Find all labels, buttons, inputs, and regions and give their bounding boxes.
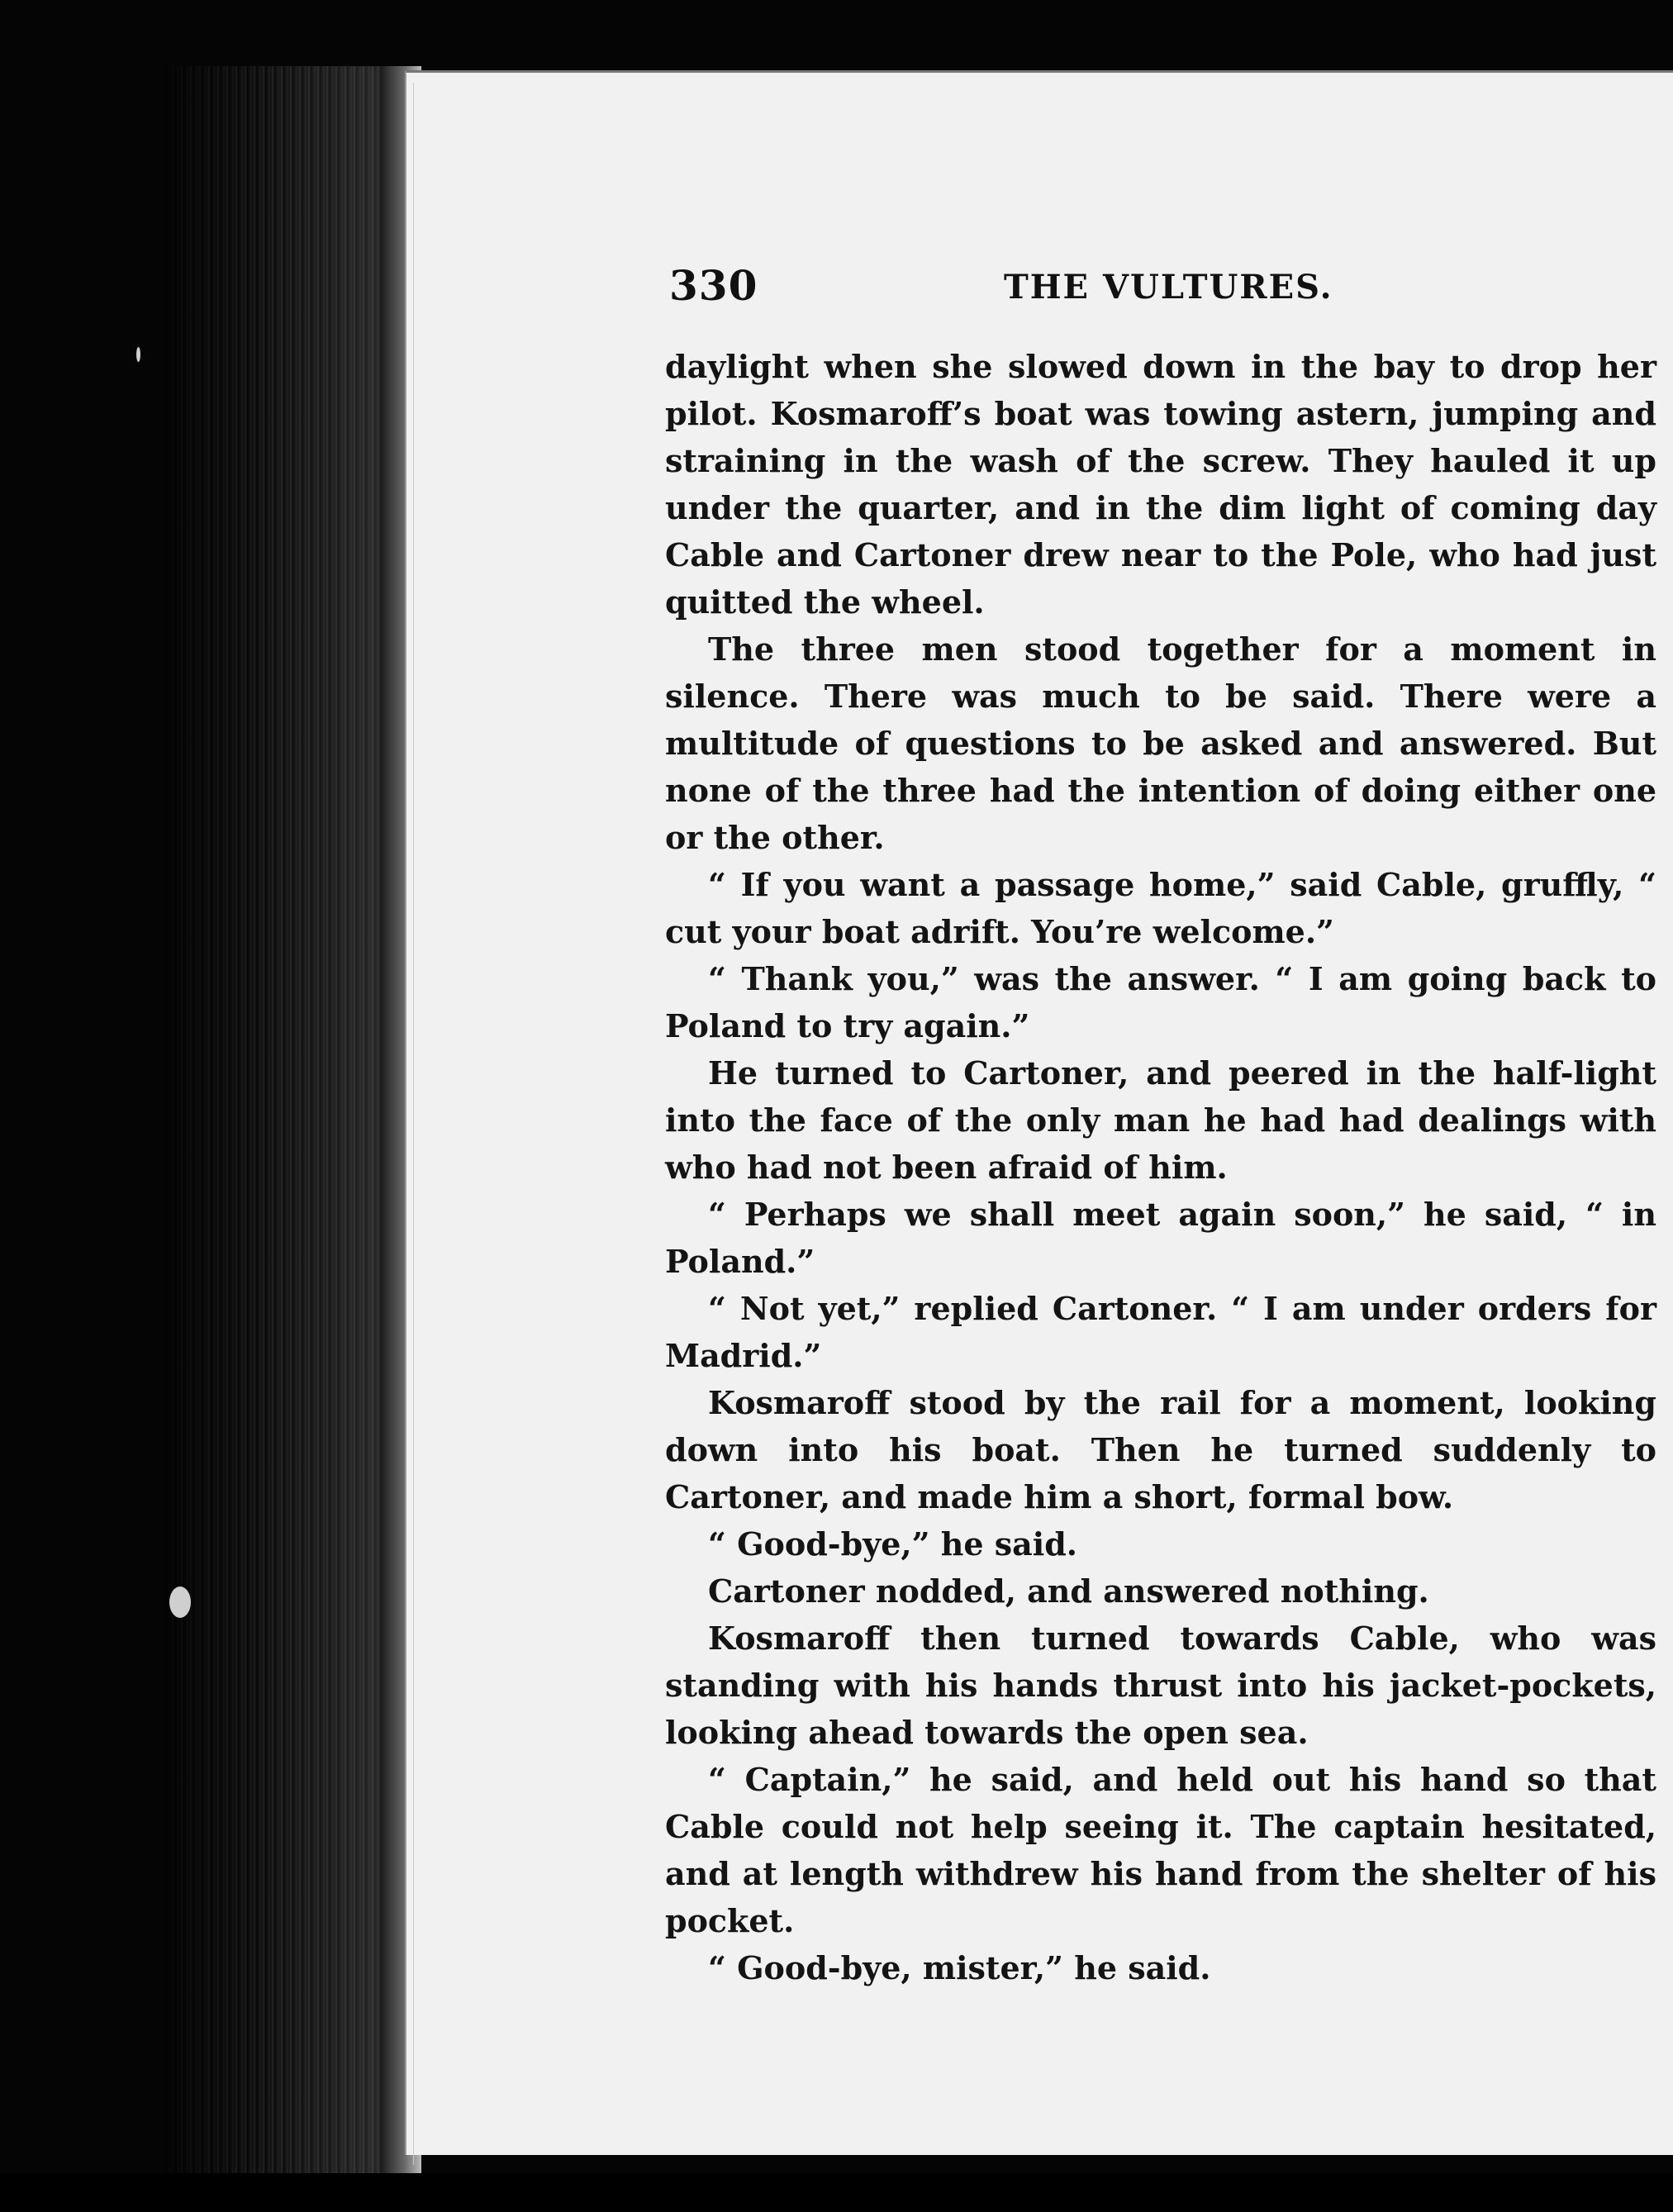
paragraph: The three men stood together for a moment in silence. There was much to be said. There were a multitude of questions to be asked and answered. But none of the three had the intention of doing either one or the other. — [665, 630, 1656, 856]
book-page-edges — [165, 66, 413, 2181]
dust-speck — [169, 1586, 191, 1618]
bottom-shadow — [0, 2173, 1673, 2212]
paragraph: “ Captain,” he said, and held out his hand so that Cable could not help seeing it. The captain hesitated, and at length withdrew his hand from the shelter of his pocket. — [665, 1761, 1656, 1939]
page-header — [669, 256, 1661, 322]
body-text — [665, 343, 1656, 1991]
paragraph: “ Good-bye,” he said. — [708, 1525, 1078, 1563]
page-number: 330 — [669, 261, 758, 310]
paragraph: “ Perhaps we shall meet again soon,” he said, “ in Poland.” — [665, 1196, 1656, 1280]
paragraph: “ If you want a passage home,” said Cable, gruffly, “ cut your boat adrift. You’re welcome.” — [665, 866, 1656, 950]
paragraph: “ Not yet,” replied Cartoner. “ I am under orders for Madrid.” — [665, 1290, 1656, 1374]
paragraph: “ Good-bye, mister,” he said. — [708, 1949, 1211, 1986]
dust-speck — [136, 347, 140, 362]
paragraph: Kosmaroff then turned towards Cable, who was standing with his hands thrust into his jacket-pockets, looking ahead towards the open sea. — [665, 1620, 1656, 1751]
paragraph: daylight when she slowed down in the bay to drop her pilot. Kosmaroff’s boat was towing astern, jumping and straining in the wash of the screw. They hauled it up under the quarter, and in the dim light of coming day Cable and Cartoner drew near to the Pole, who had just quitted the wheel. — [665, 348, 1656, 621]
paragraph: “ Thank you,” was the answer. “ I am going back to Poland to try again.” — [665, 960, 1656, 1044]
running-head: THE VULTURES. — [1004, 268, 1333, 307]
paragraph: Cartoner nodded, and answered nothing. — [708, 1572, 1429, 1610]
paragraph: He turned to Cartoner, and peered in the half-light into the face of the only man he had had dealings with who had not been afraid of him. — [665, 1054, 1656, 1186]
paragraph: Kosmaroff stood by the rail for a moment, looking down into his boat. Then he turned suddenly to Cartoner, and made him a short, formal bow. — [665, 1384, 1656, 1515]
